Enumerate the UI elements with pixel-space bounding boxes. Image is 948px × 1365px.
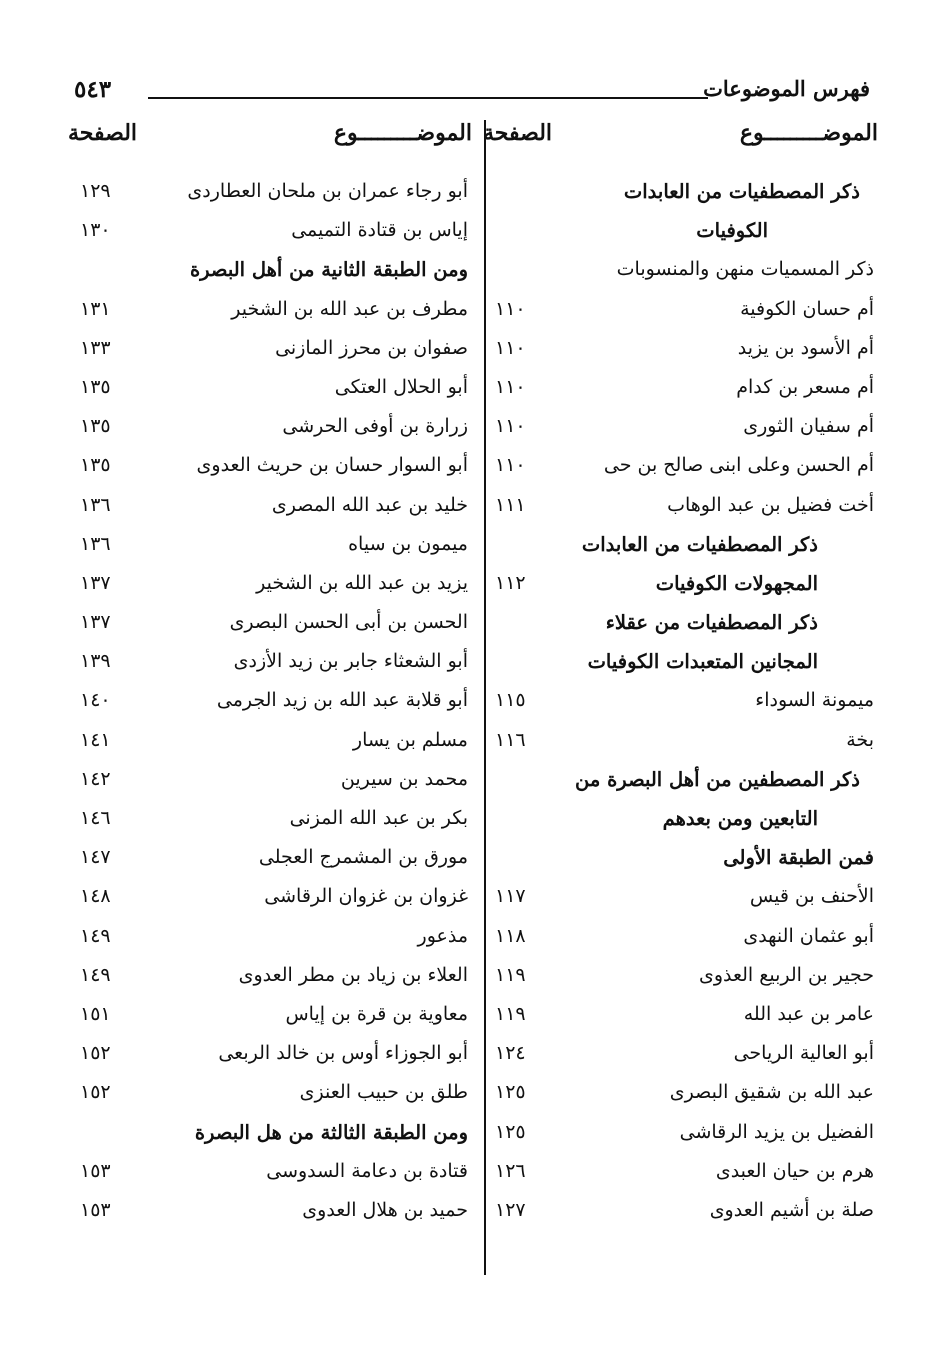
index-entry: [68, 764, 472, 803]
page-heading: الصفحة: [68, 120, 138, 146]
entry-page-number: ١٥٢: [80, 1042, 111, 1065]
index-entry: [483, 764, 878, 803]
index-entry: [483, 294, 878, 333]
entry-page-number: ١٣٦: [80, 532, 111, 555]
entry-page-number: ١١٠: [495, 454, 526, 477]
entry-topic: زرارة بن أوفى الحرشى: [282, 415, 468, 438]
index-entry: [483, 921, 878, 960]
entry-topic: العلاء بن زياد بن مطر العدوى: [238, 963, 468, 986]
index-entry: [483, 881, 878, 920]
entry-page-number: ١٢٩: [80, 180, 111, 202]
entry-page-number: ١٥١: [80, 1002, 111, 1025]
page-heading: الصفحة: [483, 120, 553, 146]
entry-topic: ذكر المصطفين من أهل البصرة من: [575, 767, 860, 791]
index-entry: [483, 1117, 878, 1156]
entry-topic: ومن الطبقة الثالثة من هل البصرة: [194, 1120, 468, 1144]
entry-topic: أم مسعر بن كدام: [736, 375, 874, 398]
entry-topic: طلق بن حبيب العنزى: [299, 1081, 468, 1104]
entry-page-number: ١٥٣: [80, 1198, 111, 1221]
index-entry: [68, 294, 472, 333]
entry-page-number: ١١٠: [495, 297, 526, 320]
entry-topic: المجانين المتعبدات الكوفيات: [587, 650, 818, 674]
index-entry: [483, 490, 878, 529]
topic-heading: الموضـــــــــوع: [333, 120, 472, 146]
entry-page-number: ١١١: [495, 493, 526, 516]
entry-topic: الكوفيات: [696, 219, 768, 243]
entry-page-number: ١٤٩: [80, 924, 111, 947]
entry-page-number: ١٢٦: [495, 1159, 526, 1182]
index-entry: [483, 1156, 878, 1195]
index-entry: [483, 568, 878, 607]
index-entry: [68, 646, 472, 685]
entry-topic: مورق بن المشمرج العجلى: [258, 846, 468, 869]
entry-page-number: ١٣٧: [80, 611, 111, 634]
entry-topic: عامر بن عبد الله: [743, 1002, 874, 1025]
entry-topic: المجهولات الكوفيات: [655, 571, 818, 595]
entry-page-number: ١٣٥: [80, 375, 111, 398]
index-entry: [68, 490, 472, 529]
entry-topic: صفوان بن محرز المازنى: [275, 336, 468, 359]
index-entry: [68, 450, 472, 489]
index-entry: [68, 176, 472, 215]
index-entry: [483, 725, 878, 764]
right-entries: [483, 176, 878, 1234]
left-column-header: [68, 120, 472, 158]
index-entry: [68, 1195, 472, 1234]
index-entry: [483, 450, 878, 489]
entry-page-number: ١١٧: [495, 885, 526, 908]
entry-topic: عبد الله بن شقيق البصرى: [669, 1081, 874, 1104]
index-entry: [68, 921, 472, 960]
index-entry: [68, 607, 472, 646]
entry-topic: ومن الطبقة الثانية من أهل البصرة: [189, 258, 468, 282]
entry-page-number: ١٤٢: [80, 767, 111, 790]
entry-topic: بخة: [846, 728, 874, 751]
entry-topic: محمد بن سيرين: [340, 767, 468, 790]
entry-topic: مطرف بن عبد الله بن الشخير: [231, 297, 468, 320]
index-entry: [483, 607, 878, 646]
topic-heading: الموضـــــــــوع: [739, 120, 878, 146]
entry-topic: أم الأسود بن يزيد: [737, 336, 874, 359]
entry-topic: أم حسان الكوفية: [740, 297, 874, 320]
entry-topic: التابعين ومن بعدهم: [662, 807, 818, 830]
entry-page-number: ١٥٣: [80, 1159, 111, 1182]
header-rule: [148, 97, 708, 99]
entry-topic: أبو الجوزاء أوس بن خالد الربعى: [218, 1042, 468, 1065]
entry-page-number: ١٣٥: [80, 454, 111, 477]
entry-topic: يزيد بن عبد الله بن الشخير: [256, 571, 468, 594]
entry-page-number: ١٣٦: [80, 493, 111, 516]
index-entry: [483, 803, 878, 842]
entry-page-number: ١٢٤: [495, 1042, 526, 1065]
index-entry: [483, 529, 878, 568]
index-entry: [68, 1038, 472, 1077]
index-entry: [483, 842, 878, 881]
entry-page-number: ١٢٧: [495, 1198, 526, 1221]
entry-topic: ذكر المصطفيات من عقلاء: [605, 611, 818, 635]
entry-page-number: ١٢٥: [495, 1120, 526, 1143]
index-entry: [68, 1156, 472, 1195]
entry-page-number: ١٤٠: [80, 689, 111, 712]
index-entry: [68, 215, 472, 254]
entry-topic: قتادة بن دعامة السدوسى: [266, 1159, 468, 1182]
entry-topic: خليد بن عبد الله المصرى: [271, 493, 468, 516]
entry-topic: مسلم بن يسار: [352, 728, 468, 751]
index-entry: [483, 215, 878, 254]
right-column: [483, 120, 878, 1234]
entry-page-number: ١١٥: [495, 689, 526, 712]
entry-topic: حجير بن الربيع العذوى: [698, 963, 874, 986]
entry-page-number: ١١٠: [495, 336, 526, 359]
entry-page-number: ١٤٩: [80, 963, 111, 986]
index-entry: [68, 999, 472, 1038]
entry-page-number: ١٣١: [80, 297, 111, 320]
entry-topic: هرم بن حيان العبدى: [715, 1159, 874, 1182]
entry-topic: ذكر المصطفيات من العابدات: [623, 180, 860, 203]
index-entry: [68, 372, 472, 411]
index-entry: [68, 333, 472, 372]
entry-topic: ذكر المصطفيات من العابدات: [581, 532, 818, 556]
index-entry: [483, 1077, 878, 1116]
entry-topic: معاوية بن قرة بن إياس: [285, 1002, 468, 1025]
entry-topic: أبو قلابة عبد الله بن زيد الجرمى: [216, 689, 468, 712]
entry-topic: فمن الطبقة الأولى: [723, 846, 874, 870]
entry-page-number: ١٣٣: [80, 336, 111, 359]
entry-topic: إياس بن قتادة التميمى: [291, 219, 468, 242]
left-entries: [68, 176, 472, 1234]
entry-page-number: ١١٦: [495, 728, 526, 751]
entry-topic: أبو الشعثاء جابر بن زيد الأزدى: [233, 650, 468, 673]
entry-page-number: ١١٠: [495, 415, 526, 438]
entry-page-number: ١٣٠: [80, 219, 111, 242]
entry-page-number: ١١٠: [495, 375, 526, 398]
entry-topic: أم الحسن وعلى ابنى صالح بن حى: [603, 454, 874, 477]
entry-page-number: ١١٩: [495, 963, 526, 986]
index-entry: [68, 881, 472, 920]
entry-page-number: ١٣٥: [80, 415, 111, 438]
entry-topic: بكر بن عبد الله المزنى: [289, 807, 468, 829]
entry-topic: ميمون بن سياه: [348, 532, 468, 555]
entry-topic: الأحنف بن قيس: [749, 885, 874, 908]
index-entry: [483, 176, 878, 215]
entry-topic: أم سفيان الثورى: [743, 415, 874, 438]
index-entry: [483, 411, 878, 450]
entry-page-number: ١٤٦: [80, 807, 111, 829]
entry-topic: الفضيل بن يزيد الرقاشى: [679, 1120, 874, 1143]
page-number: ٥٤٣: [74, 76, 112, 103]
entry-page-number: ١٤٧: [80, 846, 111, 869]
entry-topic: ميمونة السوداء: [755, 689, 874, 712]
index-entry: [483, 646, 878, 685]
entry-page-number: ١٣٧: [80, 571, 111, 594]
entry-page-number: ١١٩: [495, 1002, 526, 1025]
index-entry: [68, 568, 472, 607]
entry-topic: مذعور: [417, 924, 468, 947]
entry-page-number: ١١٨: [495, 924, 526, 947]
index-entry: [68, 960, 472, 999]
entry-page-number: ١٤٨: [80, 885, 111, 908]
entry-topic: أبو الحلال العتكى: [334, 375, 468, 398]
entry-topic: أبو رجاء عمران بن ملحان العطاردى: [187, 180, 468, 202]
entry-topic: أبو السوار حسان بن حريث العدوى: [196, 454, 468, 477]
entry-topic: الحسن بن أبى الحسن البصرى: [229, 611, 468, 634]
index-entry: [68, 842, 472, 881]
entry-page-number: ١٢٥: [495, 1081, 526, 1104]
index-entry: [68, 1117, 472, 1156]
entry-topic: أبو العالية الرياحى: [733, 1042, 874, 1065]
entry-topic: غزوان بن غزوان الرقاشى: [264, 885, 468, 908]
index-entry: [483, 1038, 878, 1077]
index-entry: [68, 254, 472, 293]
entry-topic: ذكر المسميات منهن والمنسوبات: [616, 258, 874, 281]
index-entry: [68, 1077, 472, 1116]
index-entry: [68, 411, 472, 450]
entry-topic: أخت فضيل بن عبد الوهاب: [667, 493, 874, 516]
entry-page-number: ١١٢: [495, 571, 526, 594]
left-column: [68, 120, 472, 1234]
index-entry: [483, 333, 878, 372]
entry-page-number: ١٤١: [80, 728, 111, 751]
index-entry: [483, 685, 878, 724]
index-entry: [483, 1195, 878, 1234]
index-entry: [483, 254, 878, 293]
index-entry: [68, 685, 472, 724]
entry-page-number: ١٥٢: [80, 1081, 111, 1104]
entry-topic: أبو عثمان النهدى: [743, 924, 874, 947]
index-entry: [483, 372, 878, 411]
index-entry: [68, 725, 472, 764]
entry-topic: حميد بن هلال العدوى: [302, 1198, 468, 1221]
running-title: فهرس الموضوعات: [703, 76, 870, 101]
index-entry: [483, 960, 878, 999]
entry-topic: صلة بن أشيم العدوى: [709, 1198, 874, 1221]
right-column-header: [483, 120, 878, 158]
index-entry: [68, 529, 472, 568]
index-entry: [68, 803, 472, 842]
entry-page-number: ١٣٩: [80, 650, 111, 673]
index-entry: [483, 999, 878, 1038]
